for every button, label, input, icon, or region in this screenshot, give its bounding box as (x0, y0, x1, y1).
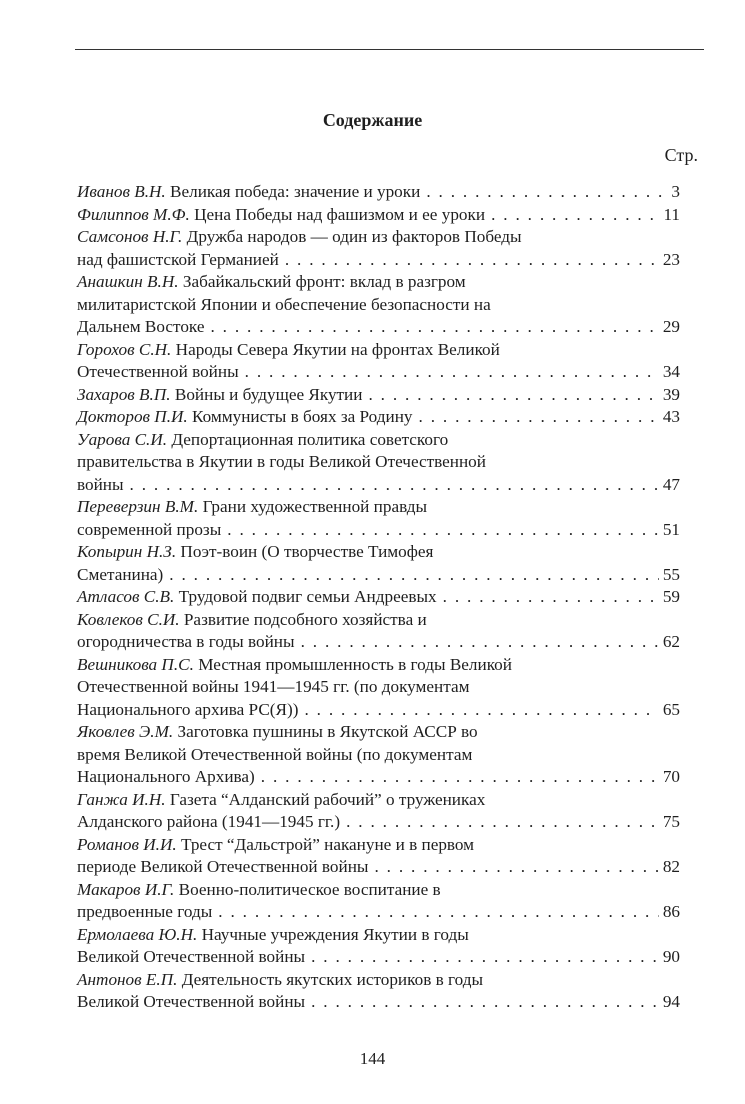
dot-leader (362, 384, 658, 407)
entry-author: Захаров В.П. (77, 384, 171, 404)
toc-entry[interactable] (77, 969, 680, 1014)
dot-leader (413, 406, 659, 429)
entry-author: Антонов Е.П. (77, 969, 178, 989)
entry-page: 47 (662, 474, 680, 494)
entry-title: Забайкальский фронт: вклад в разгром (182, 272, 466, 291)
entry-title: Отечественной войны 1941—1945 гг. (по документам (77, 677, 470, 696)
entry-title: войны (77, 474, 124, 494)
entry-title: Поэт-воин (О творчестве Тимофея (180, 542, 434, 561)
toc-line (77, 406, 680, 429)
entry-author: Атласов С.В. (77, 587, 175, 606)
entry-author: Анашкин В.Н. (77, 272, 179, 291)
entry-title: Отечественной войны (77, 362, 239, 381)
entry-title: Народы Севера Якутии на фронтах Великой (175, 339, 500, 359)
entry-author: Переверзин В.М. (77, 497, 199, 516)
entry-page: 3 (671, 182, 680, 201)
entry-page: 43 (662, 407, 680, 426)
toc-line (77, 271, 680, 294)
toc-line-text (77, 361, 239, 384)
toc-entry[interactable] (77, 654, 680, 722)
toc-line (77, 699, 680, 722)
entry-page: 65 (662, 699, 680, 719)
toc-entry[interactable] (77, 339, 680, 384)
toc-line (77, 361, 680, 384)
toc-line-text (77, 856, 368, 879)
entry-title: Великой Отечественной войны (77, 992, 306, 1011)
entry-page: 70 (662, 767, 680, 786)
entry-author: Уарова С.И. (77, 429, 168, 449)
toc-line (77, 766, 680, 789)
toc-line (77, 744, 680, 767)
toc-line-text (77, 586, 437, 609)
toc-line (77, 181, 680, 204)
toc-line-text (77, 631, 295, 654)
entry-author: Иванов В.Н. (77, 182, 166, 201)
entry-title: Войны и будущее Якутии (174, 384, 363, 404)
toc-line-text (77, 880, 441, 899)
dot-leader (212, 901, 659, 924)
toc-entry[interactable] (77, 406, 680, 429)
entry-page: 86 (662, 902, 680, 921)
toc-line-text (77, 340, 500, 359)
toc-line-text (77, 722, 478, 741)
dot-leader (305, 991, 659, 1014)
toc-line-text (77, 272, 466, 291)
toc-line (77, 249, 680, 272)
entry-title: Депортационная политика советского (171, 429, 449, 449)
entry-title: Трудовой подвиг семьи Андреевых (178, 587, 437, 606)
entry-title: над фашистской Германией (77, 249, 279, 269)
toc-line (77, 879, 680, 902)
toc-line-text (77, 677, 469, 696)
toc-line-text (77, 766, 255, 789)
toc-line-text (77, 181, 420, 204)
entry-title: Газета “Алданский рабочий” о тружениках (169, 789, 486, 809)
entry-title: периоде Великой Отечественной войны (77, 857, 369, 876)
entry-page: 94 (662, 992, 680, 1011)
toc-line-text (77, 946, 305, 969)
toc-line (77, 609, 680, 632)
entry-page: 55 (662, 564, 680, 584)
toc-line (77, 339, 680, 362)
toc-line (77, 946, 680, 969)
dot-leader (279, 249, 659, 272)
toc-line-text (77, 811, 340, 834)
toc-entry[interactable] (77, 586, 680, 609)
entry-title: Грани художественной правды (202, 497, 428, 516)
toc-line (77, 676, 680, 699)
toc-line-text (77, 430, 448, 449)
entry-title: современной прозы (77, 519, 222, 539)
toc-line (77, 834, 680, 857)
toc-entry[interactable] (77, 789, 680, 834)
dot-leader (163, 564, 659, 587)
dot-leader (298, 699, 658, 722)
entry-author: Ганжа И.Н. (77, 789, 166, 809)
entry-title: Дружба народов — один из факторов Победы (186, 227, 522, 246)
toc-line-text (77, 925, 469, 944)
toc-line-text (77, 497, 427, 516)
entry-page: 62 (662, 632, 680, 651)
toc-line (77, 856, 680, 879)
dot-leader (485, 204, 659, 227)
toc-entry[interactable] (77, 226, 680, 271)
toc-line (77, 226, 680, 249)
entry-title: предвоенные годы (77, 902, 213, 921)
entry-title: Развитие подсобного хозяйства и (183, 609, 427, 629)
toc-entry[interactable] (77, 721, 680, 789)
toc-line (77, 631, 680, 654)
entry-page: 23 (662, 249, 680, 269)
entry-author: Докторов П.И. (77, 407, 188, 426)
page-number: 144 (359, 1049, 386, 1068)
toc-line-text (77, 204, 485, 227)
entry-title: милитаристской Японии и обеспечение безопасности на (77, 294, 491, 314)
toc-entry[interactable] (77, 181, 680, 204)
toc-entry[interactable] (77, 834, 680, 879)
dot-leader (239, 361, 659, 384)
entry-page: 11 (663, 204, 680, 224)
entry-title: огородничества в годы войны (77, 632, 295, 651)
toc-entry[interactable] (77, 609, 680, 654)
dot-leader (368, 856, 658, 879)
entry-title: время Великой Отечественной войны (по документам (77, 744, 473, 764)
toc-line (77, 429, 680, 452)
toc-entry[interactable] (77, 924, 680, 969)
toc-line (77, 654, 680, 677)
toc-line (77, 901, 680, 924)
toc-entry[interactable] (77, 204, 680, 227)
dot-leader (340, 811, 659, 834)
dot-leader (221, 519, 659, 542)
toc-line-text (77, 745, 472, 764)
toc-line (77, 721, 680, 744)
entry-title: Цена Победы над фашизмом и ее уроки (194, 204, 486, 224)
entry-author: Горохов С.Н. (77, 339, 172, 359)
entry-title: Военно-политическое воспитание в (178, 879, 441, 899)
toc-line (77, 924, 680, 947)
toc-line (77, 991, 680, 1014)
toc-line (77, 451, 680, 474)
toc-line-text (77, 227, 522, 246)
dot-leader (437, 586, 659, 609)
entry-title: Сметанина) (77, 564, 164, 584)
toc-line-text (77, 901, 212, 924)
dot-leader (420, 181, 667, 204)
dot-leader (305, 946, 659, 969)
toc-line-text (77, 699, 298, 722)
toc-line-text (77, 991, 305, 1014)
entry-page: 39 (662, 384, 680, 404)
toc-line (77, 541, 680, 564)
toc-line (77, 789, 680, 812)
header-rule (75, 49, 704, 50)
toc-line (77, 519, 680, 542)
toc-line (77, 811, 680, 834)
toc-line (77, 586, 680, 609)
toc-line-text (77, 384, 362, 407)
entry-page: 29 (662, 317, 680, 336)
entry-title: Деятельность якутских историков в годы (181, 969, 484, 989)
toc-entry[interactable] (77, 496, 680, 541)
toc-line-text (77, 655, 512, 674)
entry-author: Филиппов М.Ф. (77, 204, 190, 224)
page-column-label: Стр. (664, 145, 698, 165)
entry-author: Самсонов Н.Г. (77, 227, 183, 246)
entry-page: 34 (662, 362, 680, 381)
toc-line (77, 384, 680, 407)
toc-line (77, 474, 680, 497)
toc-line-text (77, 790, 485, 809)
entry-author: Яковлев Э.М. (77, 722, 174, 741)
toc-line (77, 204, 680, 227)
entry-title: Научные учреждения Якутии в годы (201, 924, 469, 944)
page-title: Содержание (322, 110, 423, 130)
entry-title: Коммунисты в боях за Родину (192, 407, 413, 426)
entry-page: 59 (662, 587, 680, 606)
entry-author: Макаров И.Г. (77, 879, 175, 899)
entry-page: 90 (662, 947, 680, 966)
toc-entry[interactable] (77, 429, 680, 497)
entry-author: Ковлеков С.И. (77, 609, 180, 629)
toc-entry[interactable] (77, 271, 680, 339)
toc-line-text (77, 295, 491, 314)
entry-title: Алданского района (1941—1945 гг.) (77, 812, 341, 831)
entry-author: Копырин Н.З. (77, 542, 177, 561)
entry-title: Дальнем Востоке (77, 317, 205, 336)
toc-line-text (77, 519, 221, 542)
entry-title: правительства в Якутии в годы Великой Отечественной (77, 452, 486, 471)
toc-line-text (77, 316, 204, 339)
entry-title: Местная промышленность в годы Великой (198, 654, 512, 674)
entry-author: Вешникова П.С. (77, 654, 194, 674)
dot-leader (204, 316, 658, 339)
dot-leader (124, 474, 659, 497)
entry-title: Трест “Дальстрой” накануне и в первом (180, 834, 475, 854)
entry-page: 75 (662, 812, 680, 831)
entry-title: Национального Архива) (77, 767, 255, 786)
entry-title: Великая победа: значение и уроки (170, 182, 421, 201)
toc-line (77, 316, 680, 339)
dot-leader (255, 766, 659, 789)
toc-line-text (77, 249, 279, 272)
toc-line (77, 496, 680, 519)
toc-entry[interactable] (77, 384, 680, 407)
entry-page: 82 (662, 857, 680, 876)
toc-entry[interactable] (77, 879, 680, 924)
toc-line-text (77, 452, 486, 471)
toc-line-text (77, 970, 483, 989)
toc-line (77, 564, 680, 587)
toc-line-text (77, 835, 474, 854)
entry-title: Национального архива РС(Я)) (77, 699, 299, 719)
toc-line-text (77, 610, 427, 629)
toc-line-text (77, 406, 413, 429)
toc-line-text (77, 474, 124, 497)
entry-author: Романов И.И. (77, 834, 177, 854)
toc-line-text (77, 564, 163, 587)
dot-leader (295, 631, 659, 654)
toc-line-text (77, 542, 433, 561)
entry-author: Ермолаева Ю.Н. (77, 924, 198, 944)
entry-page: 51 (662, 519, 680, 539)
toc-line (77, 294, 680, 317)
toc-line (77, 969, 680, 992)
entry-title: Заготовка пушнины в Якутской АССР во (177, 722, 478, 741)
toc-entry[interactable] (77, 541, 680, 586)
entry-title: Великой Отечественной войны (77, 947, 306, 966)
table-of-contents (77, 181, 680, 1014)
